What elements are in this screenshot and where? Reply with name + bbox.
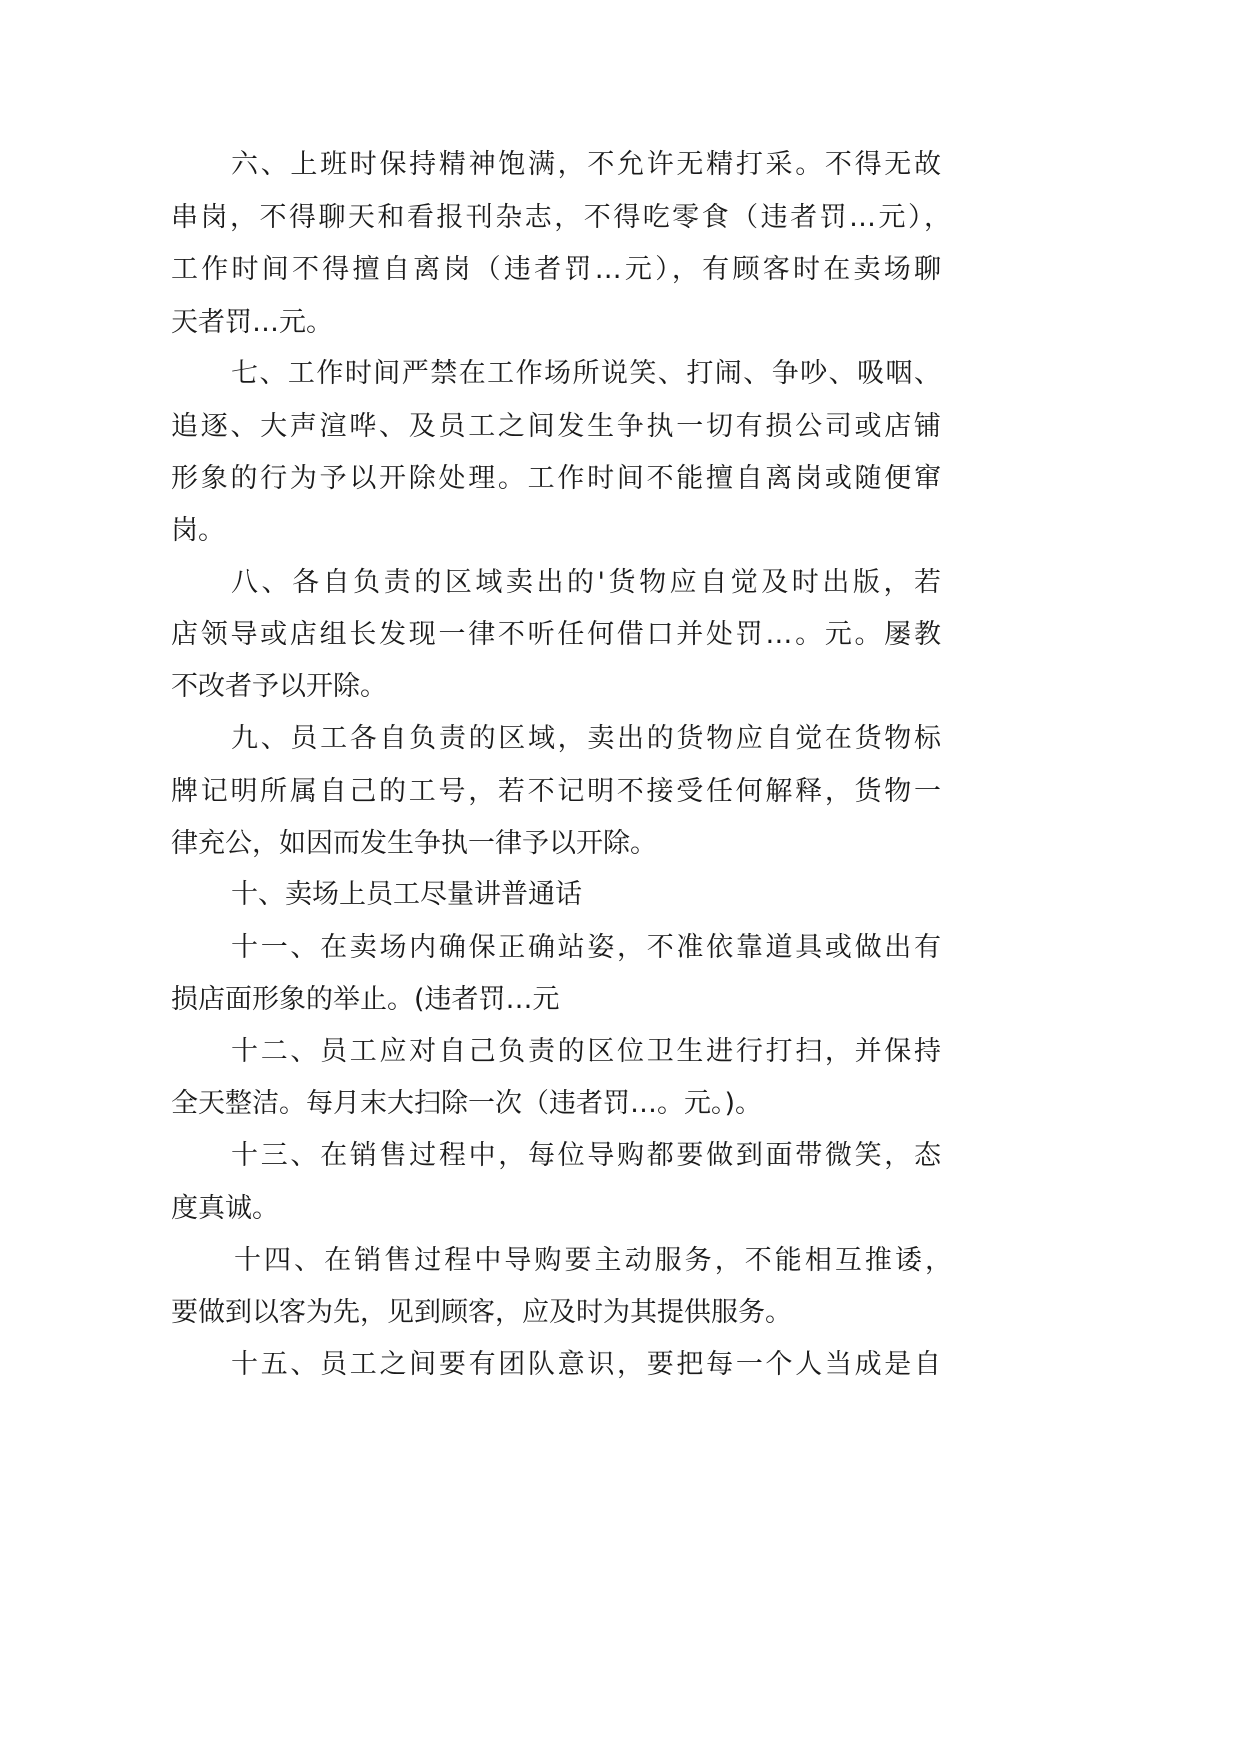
paragraph-line: 串岗，不得聊天和看报刊杂志，不得吃零食（违者罚…元）， bbox=[171, 202, 951, 233]
paragraph-line: 牌记明所属自己的工号，若不记明不接受任何解释，货物一 bbox=[171, 776, 941, 807]
paragraph-line: 十四、在销售过程中导购要主动服务，不能相互推诿， bbox=[234, 1245, 952, 1276]
paragraph-line: 形象的行为予以开除处理。工作时间不能擅自离岗或随便窜 bbox=[171, 463, 941, 494]
paragraph-line: 十二、员工应对自己负责的区位卫生进行打扫，并保持 bbox=[231, 1036, 941, 1067]
paragraph-line: 九、员工各自负责的区域，卖出的货物应自觉在货物标 bbox=[231, 723, 941, 754]
paragraph-line: 十三、在销售过程中，每位导购都要做到面带微笑，态 bbox=[231, 1140, 941, 1171]
paragraph-line: 十、卖场上员工尽量讲普通话 bbox=[231, 879, 582, 910]
paragraph-line: 岗。 bbox=[171, 515, 225, 546]
paragraph-line: 八、各自负责的区域卖出的'货物应自觉及时出版，若 bbox=[231, 567, 941, 598]
paragraph-line: 不改者予以开除。 bbox=[171, 671, 387, 702]
paragraph-line: 要做到以客为先，见到顾客，应及时为其提供服务。 bbox=[171, 1297, 792, 1328]
paragraph-line: 损店面形象的举止。(违者罚…元 bbox=[171, 984, 560, 1015]
paragraph-line: 全天整洁。每月末大扫除一次（违者罚…。元。)。 bbox=[171, 1088, 763, 1119]
paragraph-line: 律充公，如因而发生争执一律予以开除。 bbox=[171, 828, 657, 859]
paragraph-line: 店领导或店组长发现一律不听任何借口并处罚…。元。屡教 bbox=[171, 619, 941, 650]
paragraph-line: 追逐、大声渲哗、及员工之间发生争执一切有损公司或店铺 bbox=[171, 411, 941, 442]
paragraph-line: 度真诚。 bbox=[171, 1193, 279, 1224]
paragraph-line: 天者罚…元。 bbox=[171, 307, 333, 338]
paragraph-line: 十一、在卖场内确保正确站姿，不准依靠道具或做出有 bbox=[231, 932, 941, 963]
paragraph-line: 工作时间不得擅自离岗（违者罚…元），有顾客时在卖场聊 bbox=[171, 254, 941, 285]
paragraph-line: 十五、员工之间要有团队意识，要把每一个人当成是自 bbox=[231, 1349, 941, 1380]
paragraph-line: 七、工作时间严禁在工作场所说笑、打闹、争吵、吸咽、 bbox=[231, 358, 941, 389]
paragraph-line: 六、上班时保持精神饱满，不允许无精打采。不得无故 bbox=[231, 149, 941, 180]
